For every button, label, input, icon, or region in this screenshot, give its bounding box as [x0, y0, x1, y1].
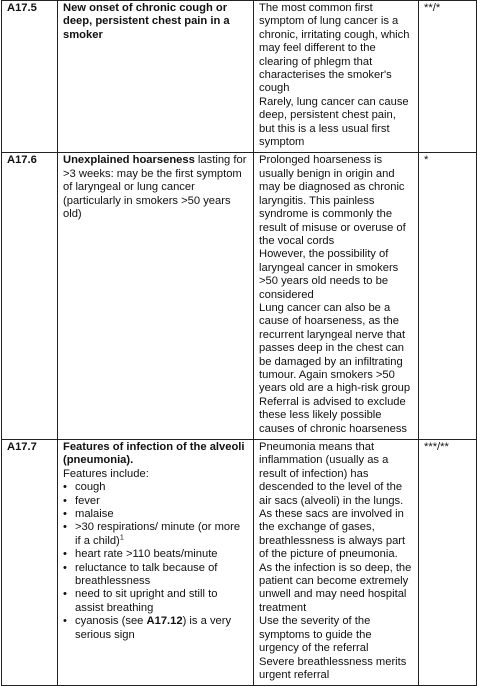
explanation-cell — [254, 440, 419, 686]
code-cell — [2, 153, 58, 440]
footnote-marker: 1 — [119, 532, 124, 542]
code-cell — [2, 1, 58, 153]
list-item — [63, 548, 248, 561]
explanation-paragraph: Severe breathlessness merits urgent referral — [259, 655, 407, 681]
symptom-table — [1, 0, 477, 686]
feature-text: heart rate >110 beats/minute — [75, 548, 218, 561]
code-cell — [2, 440, 58, 686]
list-item — [63, 588, 248, 615]
feature-text: cyanosis (see — [75, 615, 147, 628]
list-item — [63, 615, 248, 642]
table-row — [2, 153, 477, 440]
rating-cell — [419, 1, 477, 153]
row-title-detail: lasting for >3 weeks: may be the first symptom of laryngeal or lung cancer (particularly in smokers >50 years old) — [63, 154, 247, 221]
feature-text: need to sit upright and still to assist breathing — [75, 588, 218, 614]
list-item — [63, 562, 248, 589]
features-intro: Features include: — [63, 467, 149, 480]
row-rating: **/* — [424, 2, 441, 14]
rating-cell — [419, 153, 477, 440]
feature-list — [63, 481, 248, 642]
row-rating: ***/** — [424, 441, 449, 453]
row-code: A17.6 — [7, 154, 37, 167]
explanation-paragraph: Rarely, lung cancer can cause deep, persistent chest pain, but this is a less usual first symptom — [259, 95, 409, 149]
row-rating: * — [424, 154, 429, 167]
feature-cell — [58, 153, 254, 440]
list-item — [63, 521, 248, 548]
feature-text: malaise — [75, 508, 114, 521]
row-code: A17.7 — [7, 441, 37, 453]
explanation-paragraph: Referral is advised to exclude these less likely possible causes of chronic hoarseness — [259, 395, 408, 435]
explanation-paragraph: However, the possibility of laryngeal cancer in smokers >50 years old needs to be considered — [259, 248, 399, 301]
list-item — [63, 508, 248, 521]
feature-text: >30 respirations/ minute (or more if a child) — [75, 521, 241, 547]
feature-text: fever — [75, 494, 100, 507]
feature-text: ) is a very serious sign — [75, 615, 232, 641]
explanation-cell — [254, 153, 419, 440]
feature-cell — [58, 440, 254, 686]
explanation-paragraph: Prolonged hoarseness is usually benign in origin and may be diagnosed as chronic laryngitis. This painless syndrome is commonly the result of misuse or overuse of the vocal cords — [259, 154, 406, 247]
rating-cell — [419, 440, 477, 686]
feature-text: cough — [75, 481, 106, 494]
explanation-paragraph: Lung cancer can also be a cause of hoarseness, as the recurrent laryngeal nerve that passes deep in the chest can be damaged by an infiltrating tumour. Again smokers >50 years old are a high-risk group — [259, 301, 411, 395]
cross-reference: A17.12 — [146, 615, 183, 628]
row-title: Features of infection of the alveoli (pneumonia). — [63, 441, 245, 467]
explanation-cell — [254, 1, 419, 153]
list-item — [63, 495, 248, 508]
explanation-paragraph: The most common first symptom of lung cancer is a chronic, irritating cough, which may feel different to the clearing of phlegm that characterises the smoker's cough — [259, 2, 410, 95]
row-title: New onset of chronic cough or deep, persistent chest pain in a smoker — [63, 2, 230, 41]
explanation-paragraph: Use the severity of the symptoms to guide the urgency of the referral — [259, 615, 372, 655]
row-code: A17.5 — [7, 2, 37, 14]
table-row — [2, 1, 477, 153]
feature-text: reluctance to talk because of breathlessness — [75, 561, 218, 588]
list-item — [63, 481, 248, 494]
row-title: Unexplained hoarseness — [63, 154, 195, 167]
explanation-paragraph: Pneumonia means that inflammation (usually as a result of infection) has descended to the level of the air sacs (alveoli) in the lungs. As these sacs are involved in the exchange of gases, breathlessness is always part of the picture of pneumonia. As the infection is so deep, the patient can become extremely unwell and may need hospital treatment — [259, 441, 412, 614]
feature-cell — [58, 1, 254, 153]
table-row — [2, 440, 477, 686]
